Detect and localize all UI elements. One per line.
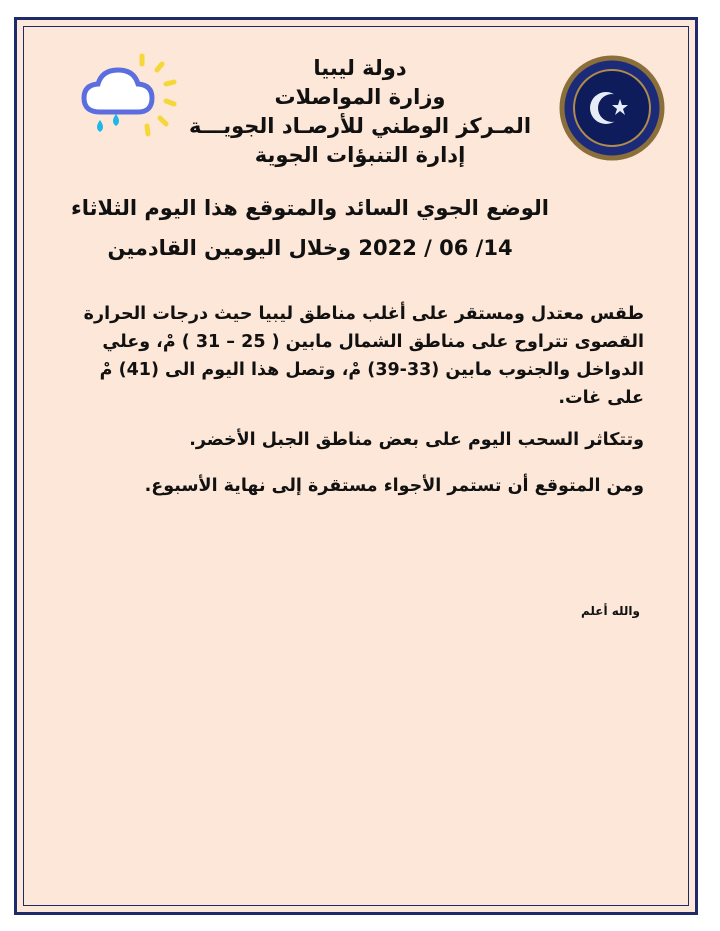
header-block <box>180 54 540 170</box>
paragraph-temperatures: طقس معتدل ومستقر على أغلب مناطق ليبيا حيث درجات الحرارة القصوى تتراوح على مناطق الشمال مابين ( 25 – 31 ) مْ، وعلي الدواخل والجنوب مابين (33-39) مْ، وتصل هذا اليوم الى (41) مْ على غات. <box>83 304 644 408</box>
libya-seal-icon <box>556 52 668 164</box>
forecast-title <box>60 188 560 268</box>
header-department: إدارة التنبؤات الجوية <box>254 143 466 167</box>
header-center: المـركز الوطني للأرصـاد الجويـــة <box>188 114 532 138</box>
header-country: دولة ليبيا <box>313 56 407 80</box>
forecast-body <box>70 300 644 510</box>
cloud-rain-sun-icon <box>70 52 190 148</box>
header-ministry: وزارة المواصلات <box>274 85 446 109</box>
paragraph-clouds: وتتكاثر السحب اليوم على بعض مناطق الجبل الأخضر. <box>189 430 644 450</box>
title-line-2: 14/ 06 / 2022 وخلال اليومين القادمين <box>107 236 513 260</box>
closing-text: والله أعلم <box>580 604 640 618</box>
title-line-1: الوضع الجوي السائد والمتوقع هذا اليوم الثلاثاء <box>71 196 549 220</box>
paragraph-outlook: ومن المتوقع أن تستمر الأجواء مستقرة إلى نهاية الأسبوع. <box>144 476 644 496</box>
